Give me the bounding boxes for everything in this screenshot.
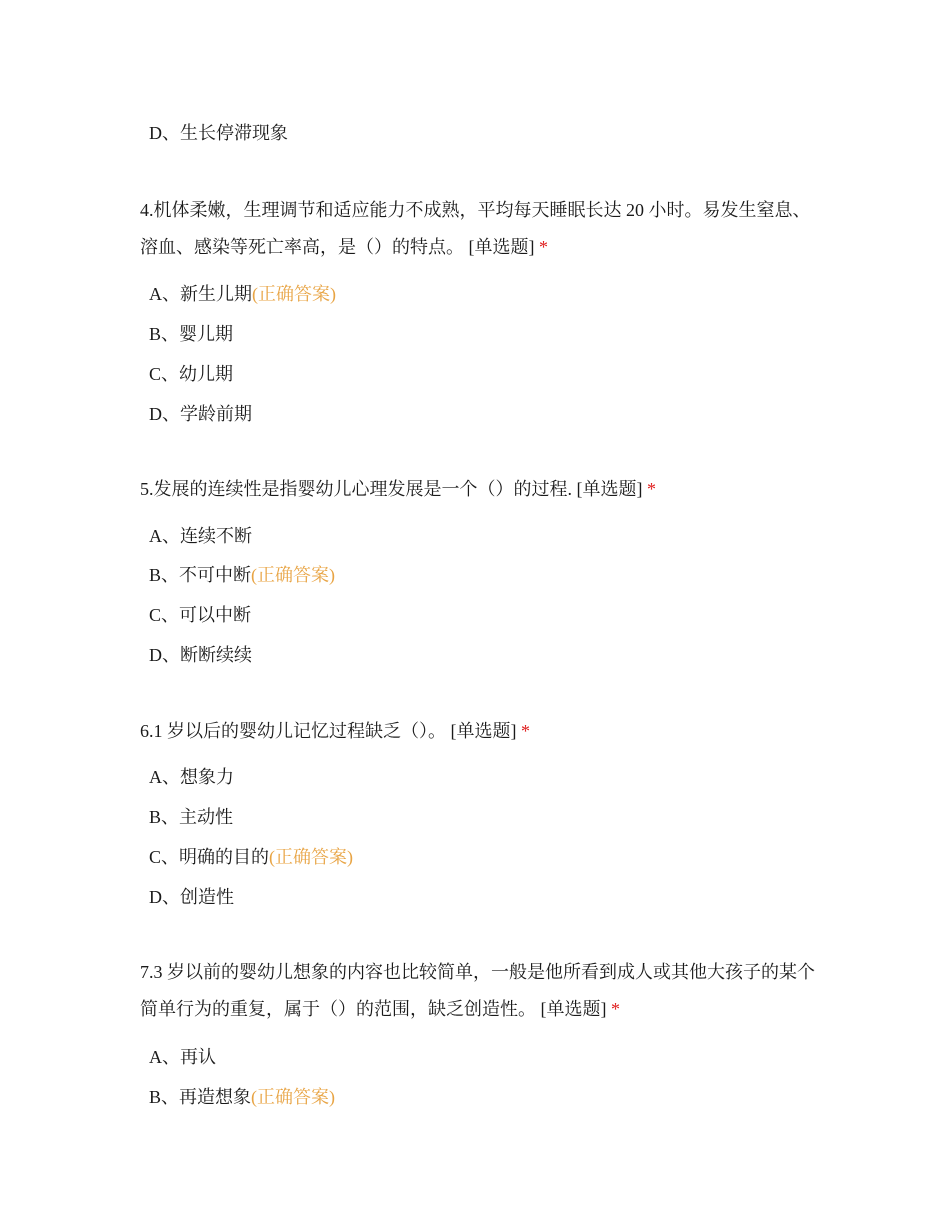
option-label: D、生长停滞现象: [149, 123, 288, 143]
option-a: [149, 765, 234, 789]
option-label: D、创造性: [149, 887, 234, 907]
option-c: [149, 603, 251, 627]
correct-answer-tag: (正确答案): [251, 1087, 336, 1107]
option-c: [149, 845, 353, 869]
question-text: 4.机体柔嫩，生理调节和适应能力不成熟，平均每天睡眠长达 20 小时。易发生窒息、溶血、感染等死亡率高，是（）的特点。 [单选题]: [140, 200, 811, 257]
option-d: [149, 643, 252, 667]
required-star: *: [539, 237, 548, 257]
required-star: *: [647, 479, 656, 499]
option-d: [149, 402, 252, 426]
option-label: D、学龄前期: [149, 404, 252, 424]
option-label: B、再造想象: [149, 1087, 252, 1107]
correct-answer-tag: (正确答案): [269, 847, 354, 867]
correct-answer-tag: (正确答案): [252, 284, 336, 304]
option-label: B、不可中断: [149, 565, 252, 585]
option-label: C、可以中断: [149, 605, 252, 625]
question-text: 5.发展的连续性是指婴幼儿心理发展是一个（）的过程. [单选题]: [140, 479, 643, 499]
required-star: *: [611, 999, 620, 1019]
option-a: [149, 282, 336, 306]
option-label: B、婴儿期: [149, 324, 234, 344]
option-d: [149, 121, 288, 145]
option-label: A、再认: [149, 1047, 216, 1067]
question-text: 7.3 岁以前的婴幼儿想象的内容也比较简单，一般是他所看到成人或其他大孩子的某个简单行为的重复，属于（）的范围，缺乏创造性。 [单选题]: [140, 962, 815, 1019]
option-label: C、幼儿期: [149, 364, 234, 384]
question-5: [140, 471, 820, 508]
option-b: [149, 563, 335, 587]
question-7: [140, 954, 820, 1028]
question-6: [140, 713, 820, 750]
correct-answer-tag: (正确答案): [251, 565, 336, 585]
option-label: C、明确的目的: [149, 847, 270, 867]
option-c: [149, 362, 233, 386]
option-label: D、断断续续: [149, 645, 252, 665]
option-label: A、新生儿期: [149, 284, 252, 304]
option-a: [149, 1045, 216, 1069]
option-a: [149, 524, 252, 548]
question-text: 6.1 岁以后的婴幼儿记忆过程缺乏（）。 [单选题]: [140, 721, 517, 741]
option-b: [149, 805, 233, 829]
option-label: A、想象力: [149, 767, 234, 787]
option-label: A、连续不断: [149, 526, 252, 546]
option-b: [149, 322, 233, 346]
option-label: B、主动性: [149, 807, 234, 827]
question-4: [140, 192, 820, 266]
option-d: [149, 885, 234, 909]
required-star: *: [521, 721, 530, 741]
option-b: [149, 1085, 335, 1109]
